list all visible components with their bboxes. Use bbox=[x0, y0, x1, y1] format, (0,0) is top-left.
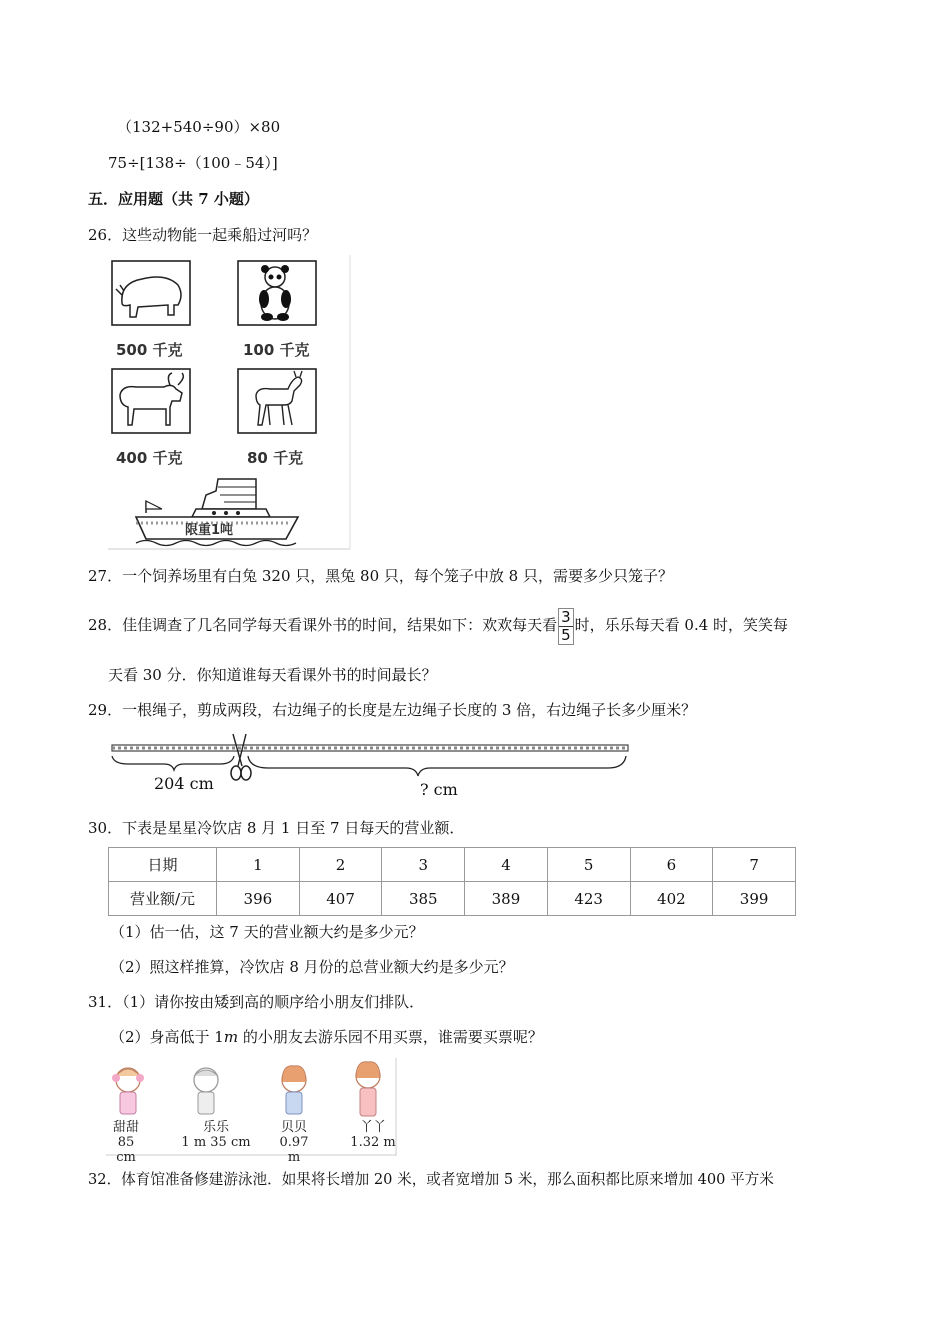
question-28-line2: 天看 30 分．你知道谁每天看课外书的时间最长？ bbox=[108, 666, 437, 684]
panda-icon bbox=[238, 261, 316, 325]
table-cell: 399 bbox=[713, 882, 796, 916]
section-title: 五．应用题（共 7 小题） bbox=[88, 190, 259, 208]
animals-boat-figure bbox=[106, 255, 354, 551]
fraction-denominator: 5 bbox=[561, 625, 571, 644]
question-31-sub2-a: （2）身高低于 1 bbox=[110, 1028, 224, 1046]
child-height: 1.32 m bbox=[350, 1135, 396, 1150]
animal-weight-4: 80 千克 bbox=[247, 449, 304, 467]
table-cell: 389 bbox=[465, 882, 548, 916]
question-27: 27．一个饲养场里有白兔 320 只，黑兔 80 只，每个笼子中放 8 只，需要多少只笼子？ bbox=[88, 567, 673, 585]
table-cell: 423 bbox=[547, 882, 630, 916]
rope-left-length: 204 cm bbox=[154, 774, 214, 793]
child-yaya bbox=[350, 1120, 396, 1150]
question-31: 31．（1）请你按由矮到高的顺序给小朋友们排队． bbox=[88, 993, 425, 1011]
question-28-part1: 28．佳佳调查了几名同学每天看课外书的时间，结果如下：欢欢每天看 bbox=[88, 616, 558, 634]
table-cell: 3 bbox=[382, 848, 465, 882]
child-height: 85 cm bbox=[116, 1135, 136, 1165]
boat-label: 限重1吨 bbox=[185, 523, 234, 538]
girl-bob-icon bbox=[282, 1066, 306, 1114]
table-cell: 7 bbox=[713, 848, 796, 882]
question-29: 29．一根绳子，剪成两段，右边绳子的长度是左边绳子长度的 3 倍，右边绳子长多少厘米？ bbox=[88, 701, 697, 719]
question-30: 30．下表是星星冷饮店 8 月 1 日至 7 日每天的营业额． bbox=[88, 819, 465, 837]
animal-weight-2: 100 千克 bbox=[243, 341, 310, 359]
question-32: 32．体育馆准备修建游泳池．如果将长增加 20 米，或者宽增加 5 米，那么面积都比原来增加 400 平方米 bbox=[88, 1171, 774, 1188]
table-cell: 4 bbox=[465, 848, 548, 882]
expression-1: （132+540÷90）×80 bbox=[117, 118, 281, 136]
girl-tall-icon bbox=[356, 1062, 380, 1116]
question-31-sub2-b: 的小朋友去游乐园不用买票，谁需要买票呢？ bbox=[238, 1028, 543, 1046]
animal-weight-3: 400 千克 bbox=[116, 449, 183, 467]
fraction-numerator: 3 bbox=[561, 607, 571, 626]
table-cell: 6 bbox=[630, 848, 713, 882]
animal-weight-1: 500 千克 bbox=[116, 341, 183, 359]
question-26: 26．这些动物能一起乘船过河吗？ bbox=[88, 226, 318, 244]
table-cell: 5 bbox=[547, 848, 630, 882]
table-cell: 1 bbox=[217, 848, 300, 882]
rhino-icon bbox=[112, 261, 190, 325]
child-tiantian bbox=[106, 1120, 146, 1165]
child-height: 1 m 35 cm bbox=[181, 1135, 251, 1150]
child-lele bbox=[176, 1120, 256, 1150]
fraction-three-fifths bbox=[558, 608, 574, 645]
table-row bbox=[109, 848, 796, 882]
girl-icon bbox=[112, 1068, 144, 1114]
ox-icon bbox=[112, 369, 190, 433]
row-header-amount: 营业额/元 bbox=[109, 882, 217, 916]
question-28 bbox=[88, 606, 788, 645]
table-cell: 385 bbox=[382, 882, 465, 916]
child-name: 乐乐 bbox=[202, 1120, 229, 1135]
table-cell: 396 bbox=[217, 882, 300, 916]
table-cell: 407 bbox=[299, 882, 382, 916]
question-28-part2: 时，乐乐每天看 0.4 时，笑笑每 bbox=[574, 616, 789, 634]
child-name: 丫丫 bbox=[359, 1120, 386, 1135]
expression-2: 75÷[138÷（100﹣54）] bbox=[108, 154, 278, 172]
boy-icon bbox=[194, 1068, 218, 1114]
child-beibei bbox=[272, 1120, 316, 1165]
table-cell: 402 bbox=[630, 882, 713, 916]
question-30-sub2: （2）照这样推算，冷饮店 8 月份的总营业额大约是多少元？ bbox=[110, 958, 514, 976]
question-30-sub1: （1）估一估，这 7 天的营业额大约是多少元？ bbox=[110, 923, 424, 941]
child-name: 甜甜 bbox=[112, 1120, 139, 1135]
unit-m: m bbox=[223, 1028, 239, 1046]
table-row bbox=[109, 882, 796, 916]
child-name: 贝贝 bbox=[280, 1120, 307, 1135]
sales-table bbox=[108, 847, 796, 916]
table-cell: 2 bbox=[299, 848, 382, 882]
child-height: 0.97 m bbox=[279, 1135, 309, 1165]
row-header-date: 日期 bbox=[109, 848, 217, 882]
question-31-sub2 bbox=[110, 1027, 543, 1047]
rope-right-length: ? cm bbox=[420, 780, 458, 799]
deer-icon bbox=[238, 369, 316, 433]
